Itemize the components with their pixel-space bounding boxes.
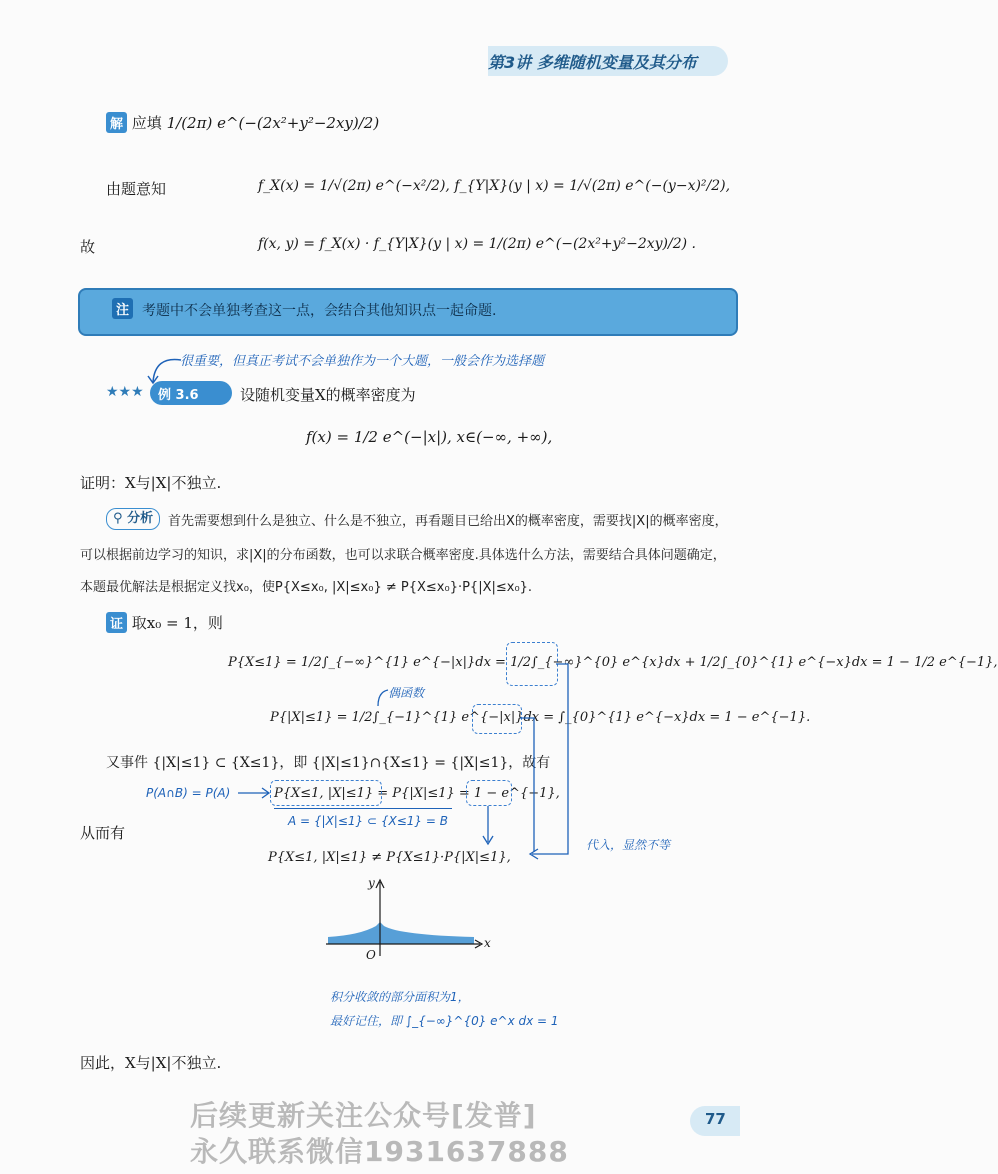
therefore-label: 从而有 (80, 824, 126, 842)
joint-box (270, 780, 382, 806)
handnote-pab: P(A∩B) = P(A) (146, 786, 231, 800)
handnote-top: 很重要，但真正考试不会单独作为一个大题，一般会作为选择题 (180, 354, 545, 369)
density-figure (320, 876, 490, 962)
joint-density-expression: f(x, y) = f_X(x) · f_{Y|X}(y | x) = 1/(2π) e^(−(2x²+y²−2xy)/2) . (258, 236, 696, 252)
axis-y-label: y (368, 876, 375, 890)
conclusion: 因此，X与|X|不独立. (80, 1054, 222, 1072)
example-label: 例 3.6 (158, 388, 199, 403)
example-prove: 证明：X与|X|不独立. (80, 474, 222, 492)
proof-intro (106, 612, 223, 633)
given-expression: f_X(x) = 1/√(2π) e^(−x²/2), f_{Y|X}(y | x) = 1/√(2π) e^(−(y−x)²/2), (258, 178, 731, 194)
eq-joint: P{X≤1, |X|≤1} = P{|X|≤1} = 1 − e^{−1}, (274, 786, 560, 801)
handnote-set: A = {|X|≤1} ⊂ {X≤1} = B (288, 814, 448, 828)
eq-px-le-1: P{X≤1} = 1/2∫_{−∞}^{1} e^{−|x|}dx = 1/2∫_{−∞}^{0} e^{x}dx + 1/2∫_{0}^{1} e^{−x}dx = 1 − 1/2 e^{−1}, (228, 655, 998, 670)
note-text: 考题中不会单独考查这一点，会结合其他知识点一起命题. (142, 303, 497, 319)
watermark-line-2: 永久联系微信1931637888 (190, 1135, 569, 1168)
solution-tag: 解 (106, 112, 127, 133)
solution-block (106, 112, 379, 133)
analysis-line-2: 可以根据前边学习的知识，求|X|的分布函数，也可以求联合概率密度.具体选什么方法，需要结合具体问题确定， (80, 548, 726, 563)
proof-intro-text: 取x₀ = 1，则 (131, 614, 223, 632)
answer-expression: 1/(2π) e^(−(2x²+y²−2xy)/2) (166, 114, 380, 132)
events-line: 又事件 {|X|≤1} ⊂ {X≤1}，即 {|X|≤1}∩{X≤1} = {|X|≤1}，故有 (106, 755, 551, 771)
proof-tag: 证 (106, 612, 127, 633)
even-arrow (372, 686, 392, 708)
density-shaded-area (328, 922, 474, 944)
difficulty-stars: ★★★ (106, 384, 144, 400)
axis-x-label: x (484, 936, 491, 950)
handnote-even: 偶函数 (388, 686, 425, 700)
watermark-line-1: 后续更新关注公众号[发普] (190, 1099, 537, 1132)
note-tag-wrap (112, 298, 133, 319)
answer-lead: 应填 (131, 114, 162, 132)
note-tag: 注 (112, 298, 133, 319)
chapter-title: 第3讲 多维随机变量及其分布 (488, 53, 697, 72)
eq-pabs-le-1: P{|X|≤1} = 1/2∫_{−1}^{1} e^{−|x|}dx = ∫_{0}^{1} e^{−x}dx = 1 − e^{−1}. (270, 710, 811, 725)
analysis-line-3: 本题最优解法是根据定义找x₀，使P{X≤x₀, |X|≤x₀} ≠ P{X≤x₀}·P{|X|≤x₀}. (80, 580, 533, 595)
given-label: 由题意知 (106, 180, 167, 198)
figure-note-2: 最好记住，即 ∫_{−∞}^{0} e^x dx = 1 (330, 1014, 559, 1028)
connector-arrows (470, 640, 580, 866)
analysis-label-text: 分析 (127, 511, 154, 526)
example-statement: 设随机变量X的概率密度为 (240, 386, 416, 404)
analysis-label (106, 508, 160, 530)
eq-not-equal: P{X≤1, |X|≤1} ≠ P{X≤1}·P{|X|≤1}, (268, 850, 511, 865)
handnote-substitute: 代入，显然不等 (586, 838, 671, 852)
example-density: f(x) = 1/2 e^(−|x|), x∈(−∞, +∞), (306, 428, 553, 446)
analysis-icon: ⚲ (113, 511, 123, 526)
set-underline (274, 808, 452, 809)
hence-label: 故 (80, 238, 96, 256)
figure-note-1: 积分收敛的部分面积为1， (330, 990, 470, 1004)
analysis-line-1: 首先需要想到什么是独立、什么是不独立，再看题目已给出X的概率密度，需要找|X|的概率密度， (168, 514, 728, 529)
pab-arrow (236, 786, 272, 800)
origin-label: O (366, 948, 376, 962)
page-number: 77 (705, 1110, 726, 1128)
